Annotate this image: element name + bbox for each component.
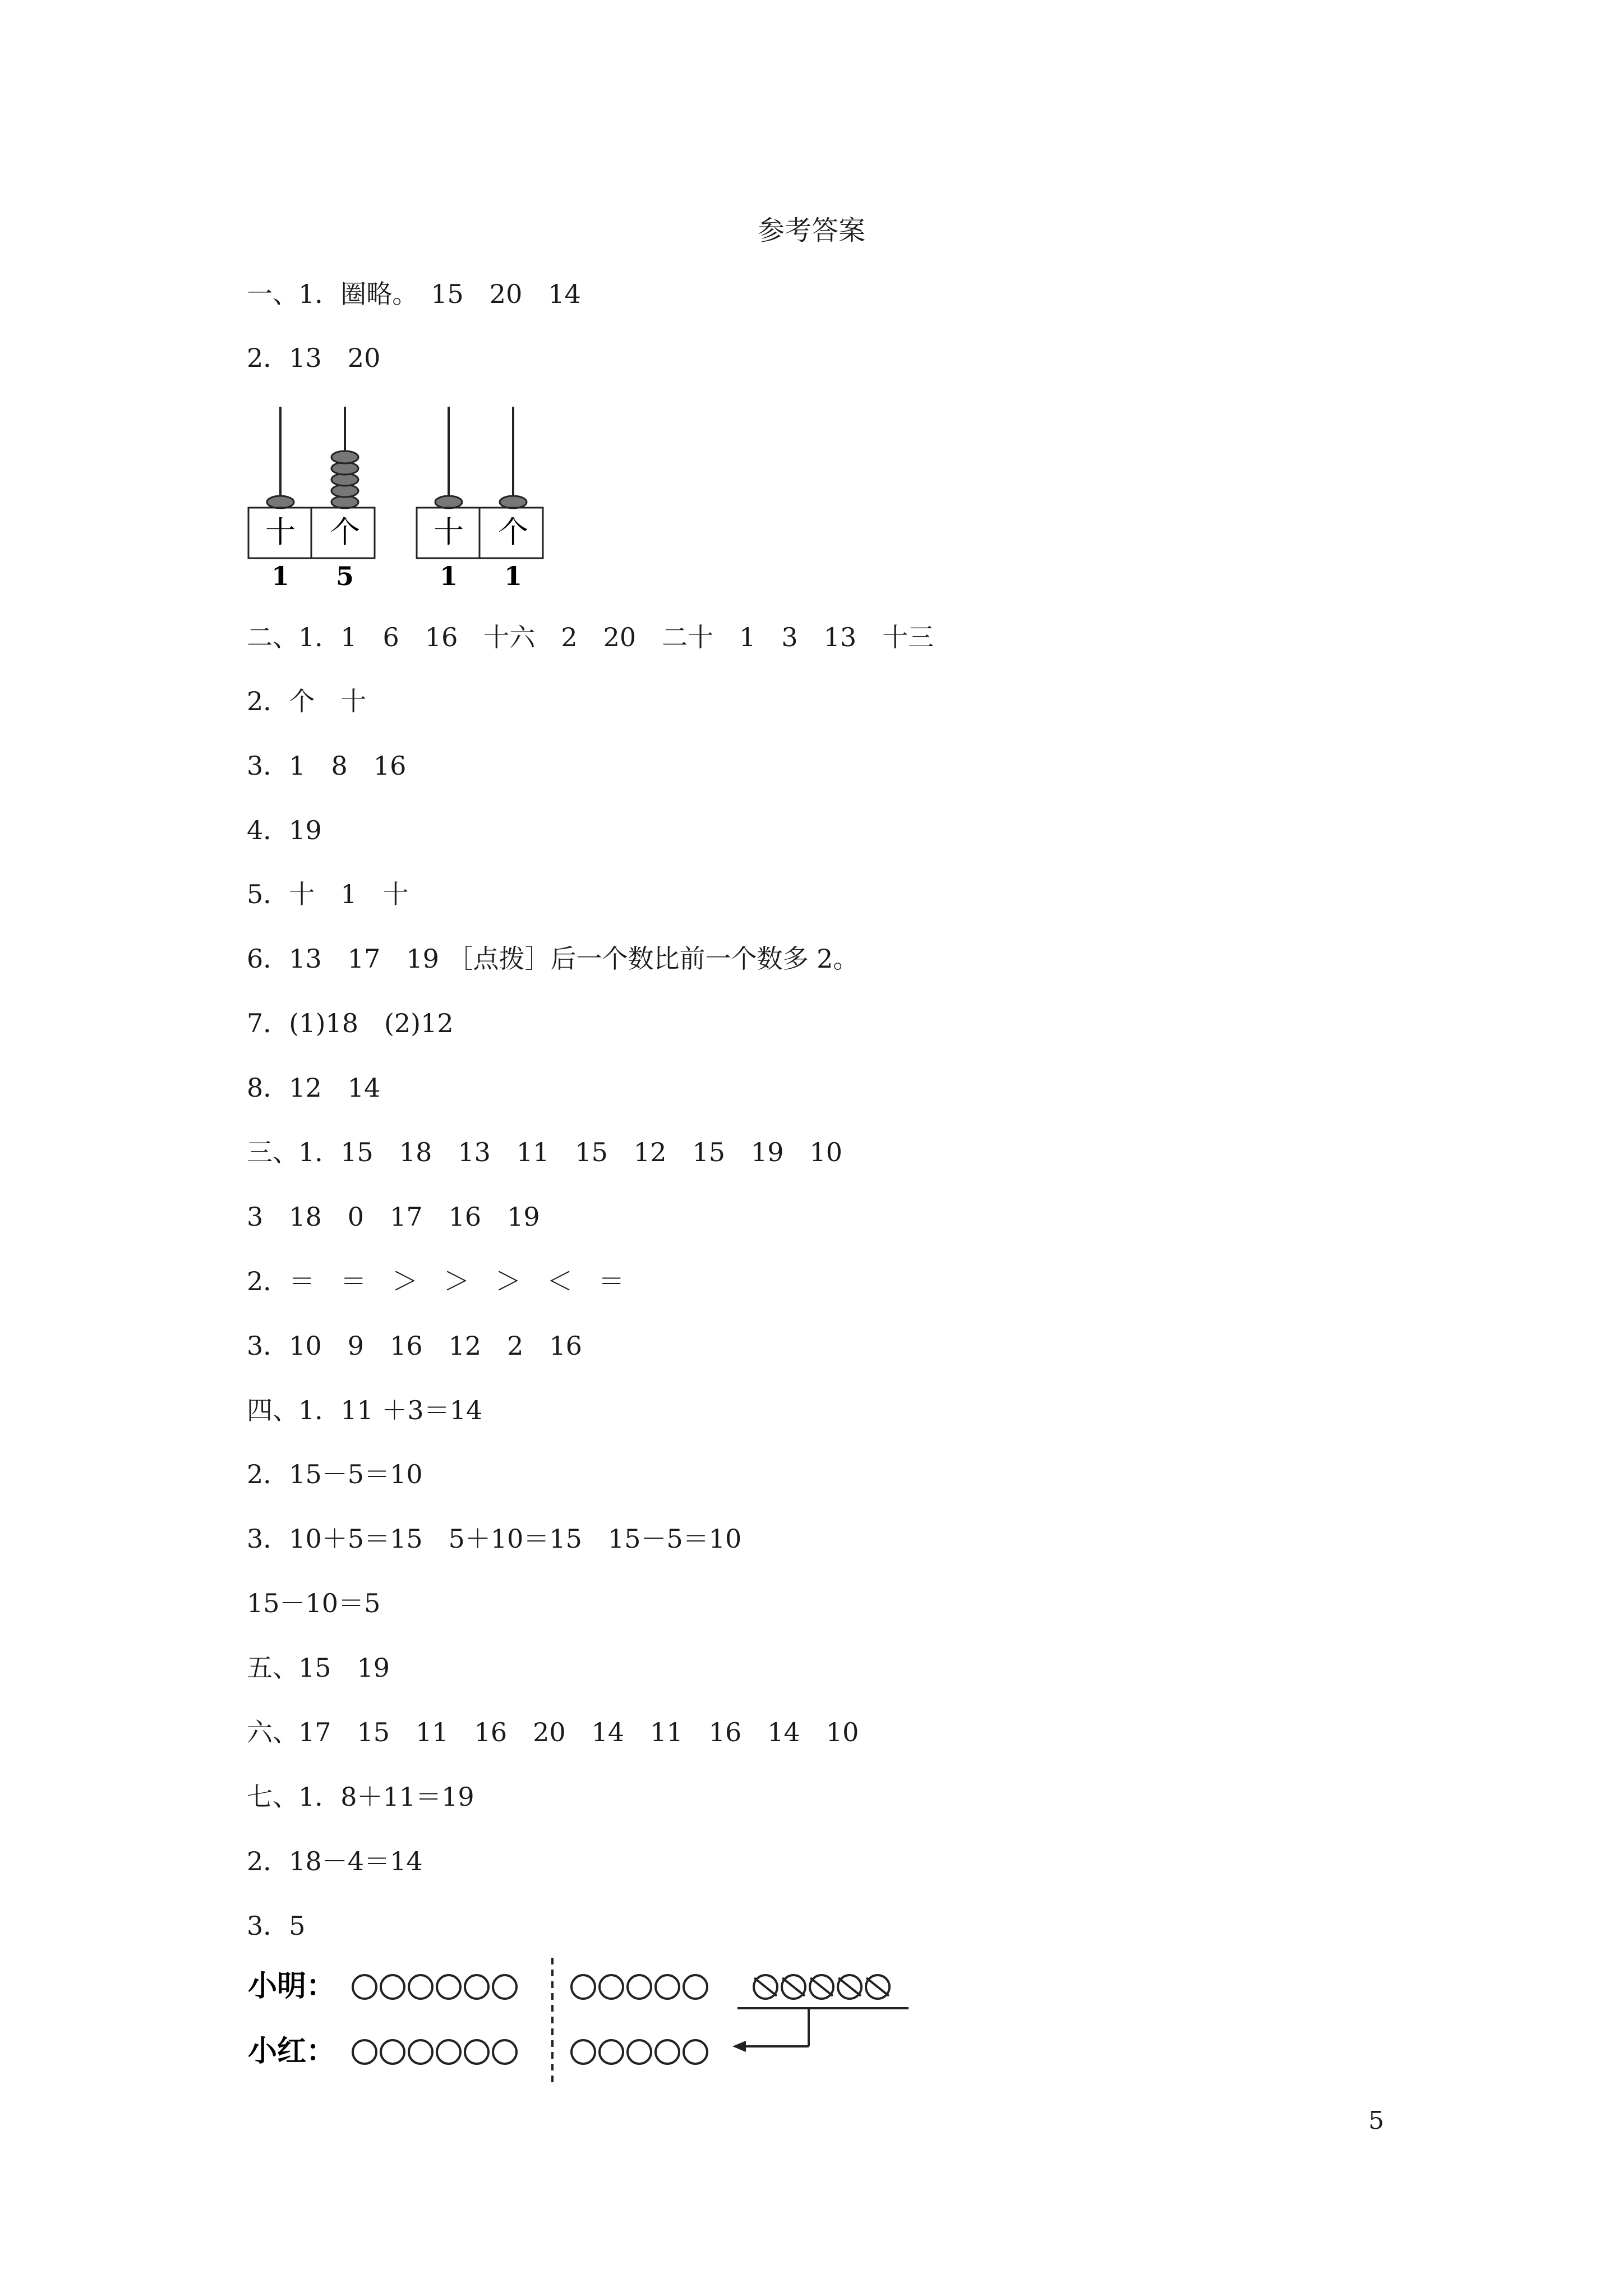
answer-line: 一、1．圈略。 15 20 14: [247, 279, 581, 309]
ones-digit: 1: [504, 561, 523, 591]
answer-line: 2．个 十: [247, 686, 367, 716]
circle: [684, 2040, 707, 2064]
cross-stroke: [810, 1978, 833, 1996]
page-number: 5: [1368, 2106, 1384, 2135]
ones-label: 个: [498, 514, 528, 550]
circle: [684, 1975, 707, 1999]
answer-line: 3．10 9 16 12 2 16: [247, 1331, 582, 1361]
comparison-diagram: [241, 1952, 970, 2098]
circle: [381, 1975, 404, 1999]
circle: [656, 2040, 679, 2064]
cross-stroke: [838, 1978, 861, 1996]
answer-line: 5．十 1 十: [247, 879, 409, 909]
answer-line: 3．5: [247, 1911, 306, 1941]
circle: [437, 1975, 460, 1999]
ones-digit: 5: [335, 561, 354, 591]
answer-line: 15－10＝5: [247, 1588, 381, 1618]
answer-line: 四、1．11 ＋3＝14: [247, 1395, 483, 1425]
tens-label: 十: [434, 514, 464, 550]
answer-line: 七、1．8＋11＝19: [247, 1782, 474, 1812]
circle: [571, 1975, 595, 1999]
circle: [381, 2040, 404, 2064]
cross-stroke: [866, 1978, 889, 1996]
answer-line: 二、1．1 6 16 十六 2 20 二十 1 3 13 十三: [247, 622, 934, 652]
answer-line: 3．1 8 16: [247, 751, 407, 781]
abacus-bead: [500, 496, 527, 508]
answer-line: 4．19: [247, 815, 322, 845]
circle: [493, 2040, 517, 2064]
page-title: 参考答案: [757, 215, 865, 246]
abacus-figure: [241, 401, 589, 592]
answer-line: 2．15－5＝10: [247, 1459, 423, 1489]
answer-line: 六、17 15 11 16 20 14 11 16 14 10: [247, 1717, 859, 1747]
cross-stroke: [782, 1978, 805, 1996]
abacus-11: [417, 407, 543, 591]
circle: [353, 2040, 376, 2064]
circle: [656, 1975, 679, 1999]
circle: [437, 2040, 460, 2064]
tens-digit: 1: [271, 561, 290, 591]
circle: [571, 2040, 595, 2064]
abacus-15: [248, 407, 375, 591]
answer-line: 2．13 20: [247, 343, 381, 373]
circle: [465, 1975, 488, 1999]
answer-line: 2．＝ ＝ ＞ ＞ ＞ ＜ ＝: [247, 1266, 625, 1296]
circle: [628, 1975, 651, 1999]
arrow-head: [732, 2041, 746, 2052]
xiaohong-label: 小红：: [248, 2035, 336, 2068]
answer-line: 三、1．15 18 13 11 15 12 15 19 10: [247, 1137, 843, 1167]
tens-digit: 1: [439, 561, 458, 591]
answer-line: 五、15 19: [247, 1653, 390, 1683]
circle: [465, 2040, 488, 2064]
answer-line: 7．(1)18 (2)12: [247, 1008, 454, 1038]
answer-line: 3．10＋5＝15 5＋10＝15 15－5＝10: [247, 1524, 742, 1554]
tens-label: 十: [265, 514, 296, 550]
xiaoming-label: 小明：: [248, 1970, 336, 2003]
circle: [493, 1975, 517, 1999]
circle: [409, 2040, 432, 2064]
answer-line: 3 18 0 17 16 19: [247, 1202, 540, 1232]
abacus-bead: [331, 451, 358, 463]
answer-line: 8．12 14: [247, 1073, 381, 1103]
circle: [353, 1975, 376, 1999]
abacus-bead: [267, 496, 294, 508]
answer-line: 6．13 17 19 ［点拨］后一个数比前一个数多 2。: [247, 944, 859, 974]
abacus-bead: [435, 496, 462, 508]
answer-line: 2．18－4＝14: [247, 1846, 423, 1876]
circle: [600, 1975, 623, 1999]
ones-label: 个: [330, 514, 360, 550]
circle: [628, 2040, 651, 2064]
circle: [600, 2040, 623, 2064]
cross-stroke: [754, 1978, 777, 1996]
circle: [409, 1975, 432, 1999]
